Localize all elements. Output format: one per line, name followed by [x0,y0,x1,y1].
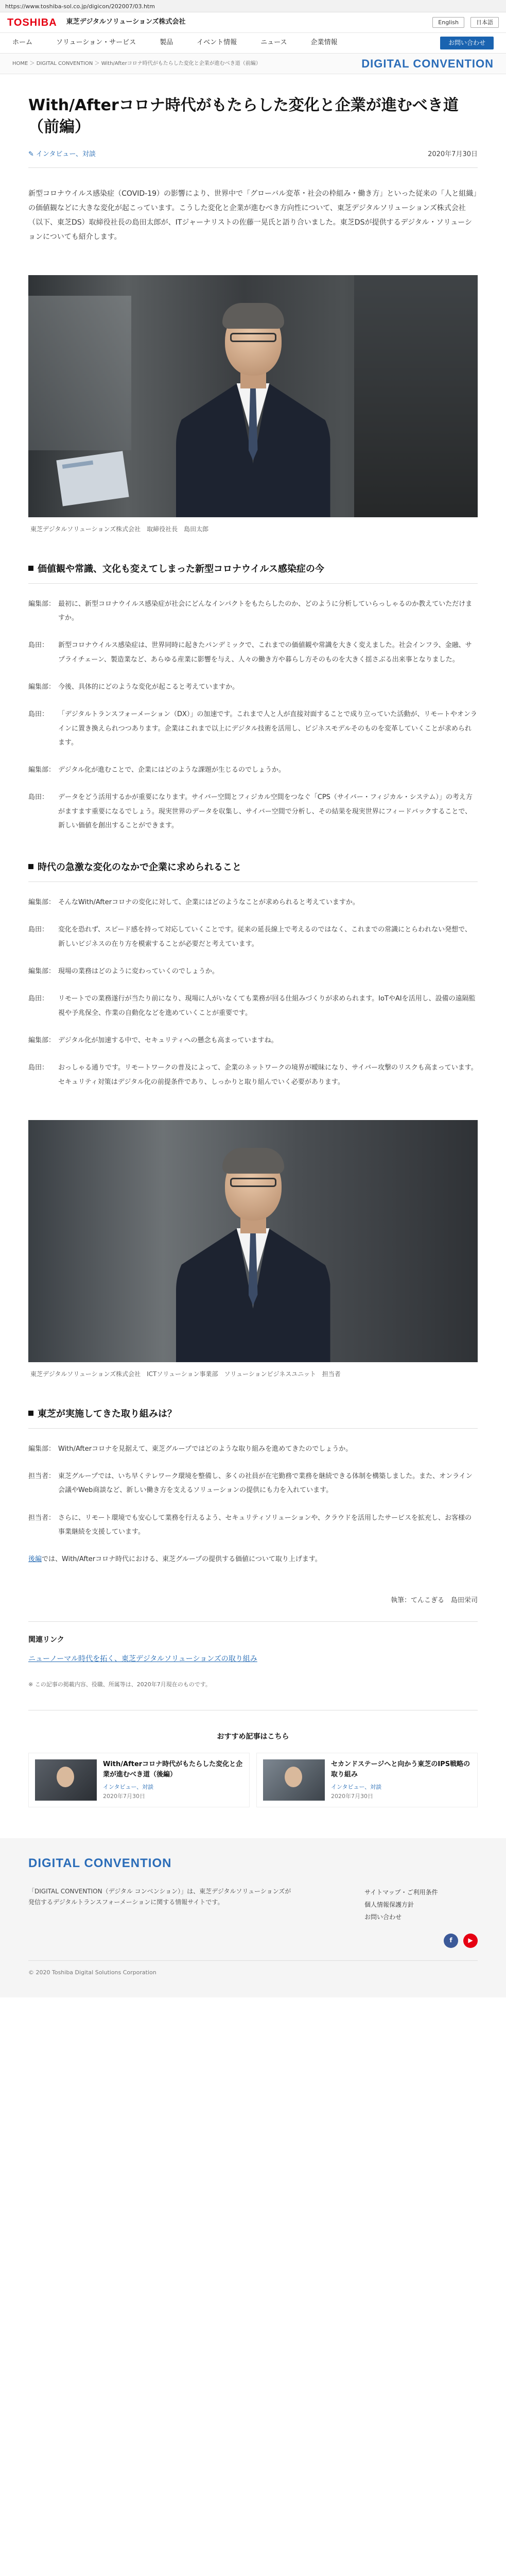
speaker-text: 新型コロナウイルス感染症は、世界同時に起きたパンデミックで、これまでの価値観や常識を大きく変えました。社会インフラ、金融、サプライチェーン、製造業など、あらゆる産業に影響を与え、人々の働き方や暮らし方そのものを大きく揺さぶる出来事となりました。 [58,641,472,664]
qa-row [28,923,478,951]
square-bullet-icon [28,864,33,869]
nav-products[interactable]: 製品 [160,39,173,47]
speaker-text: デジタル化が進むことで、企業にはどのような課題が生じるのでしょうか。 [58,766,285,774]
qa-row [28,1511,478,1539]
qa-block-2 [28,895,478,1089]
footer-description: 「DIGITAL CONVENTION（デジタル コンベンション）」は、東芝デジタルソリューションズが発信するデジタルトランスフォーメーションに関する情報サイトです。 [28,1887,291,1906]
qa-row [28,895,478,909]
site-footer [0,1838,506,1997]
footer-logo[interactable]: DIGITAL CONVENTION [28,1856,172,1871]
speaker-label: 編集部： [28,683,56,691]
speaker-label: 島田： [28,1064,49,1072]
interview-photo-1 [28,275,478,517]
recommended-card[interactable] [28,1753,250,1807]
footer-link-privacy[interactable]: 個人情報保護方針 [364,1901,414,1908]
recommended-card[interactable] [256,1753,478,1807]
youtube-icon[interactable]: ▶ [463,1934,478,1948]
speaker-text: With/Afterコロナを見据えて、東芝グループではどのような取り組みを進めてきたのでしょうか。 [58,1445,353,1453]
related-link[interactable]: ニューノーマル時代を拓く、東芝デジタルソリューションズの取り組み [28,1654,257,1663]
speaker-label: 編集部： [28,766,56,774]
section-heading-2: 時代の急激な変化のなかで企業に求められること [28,855,478,882]
square-bullet-icon [28,566,33,571]
section-heading-1: 価値観や常識、文化も変えてしまった新型コロナウイルス感染症の今 [28,557,478,584]
article-date: 2020年7月30日 [428,150,478,158]
speaker-text: そんなWith/Afterコロナの変化に対して、企業にはどのようなことが求められると考えていますか。 [58,899,359,907]
contact-button[interactable]: お問い合わせ [440,37,494,49]
speaker-label: 島田： [28,641,49,650]
qa-row [28,992,478,1020]
square-bullet-icon [28,1411,33,1416]
speaker-label: 編集部： [28,899,56,907]
speaker-label: 編集部： [28,600,56,608]
toshiba-logo[interactable]: TOSHIBA [7,16,57,28]
photo-caption-2: 東芝デジタルソリューションズ株式会社 ICTソリューション事業部 ソリューションビジネスユニット 担当者 [30,1370,341,1378]
next-article-text: では、With/Afterコロナ時代における、東芝グループの提供する価値について取り上げます。 [42,1555,322,1564]
nav-company[interactable]: 企業情報 [310,39,338,47]
lang-jp-button[interactable]: 日本語 [470,17,499,28]
nav-solutions[interactable]: ソリューション・サービス [56,39,136,47]
site-header [0,12,506,33]
recommended-tag: インタビュー、対談 [103,1784,154,1791]
speaker-label: 編集部： [28,968,56,976]
speaker-text: データをどう活用するかが重要になります。サイバー空間とフィジカル空間をつなぐ「CPS（サイバー・フィジカル・システム）」の考え方がますます重要になるでしょう。現実世界のデータを収集し、サイバー空間で分析し、その結果を現実世界にフィードバックすることで、新しい価値を創出することができます。 [58,793,473,830]
qa-row [28,1061,478,1089]
recommended-thumbnail [263,1759,325,1801]
qa-row [28,1033,478,1047]
article-meta [28,149,478,168]
recommended-heading: おすすめ記事はこちら [217,1732,289,1741]
interview-photo-2 [28,1120,478,1362]
nav-home[interactable]: ホーム [12,39,33,47]
speaker-label: 島田： [28,995,49,1003]
speaker-label: 島田： [28,710,49,719]
speaker-text: 現場の業務はどのように変わっていくのでしょうか。 [58,968,219,976]
related-links [28,1634,478,1665]
qa-row [28,597,478,625]
global-nav [0,33,506,54]
next-article-teaser [28,1552,478,1566]
nav-events[interactable]: イベント情報 [197,39,237,47]
qa-row [28,680,478,694]
url-bar[interactable]: https://www.toshiba-sol.co.jp/digicon/202007/03.htm [0,0,506,12]
author-signoff: 執筆：てんこぎる 島田栄司 [28,1596,478,1622]
speaker-label: 編集部： [28,1445,56,1453]
speaker-text: 変化を恐れず、スピード感を持って対応していくことです。従来の延長線上で考えるのではなく、これまでの常識にとらわれない発想で、新しいビジネスの在り方を模索することが必要だと考えています。 [58,926,472,948]
speaker-text: さらに、リモート環境でも安心して業務を行えるよう、セキュリティソリューションや、クラウドを活用したサービスを拡充し、お客様の事業継続を支援しています。 [58,1514,472,1536]
speaker-text: おっしゃる通りです。リモートワークの普及によって、企業のネットワークの境界が曖昧になり、サイバー攻撃のリスクも高まっています。セキュリティ対策はデジタル化の前提条件であり、しっかりと取り組んでいく必要があります。 [58,1064,478,1086]
breadcrumb-bar [0,54,506,74]
qa-row [28,763,478,777]
recommended-date: 2020年7月30日 [331,1792,373,1800]
speaker-label: 島田： [28,793,49,802]
speaker-text: リモートでの業務遂行が当たり前になり、現場に人がいなくても業務が回る仕組みづくりが求められます。IoTやAIを活用し、設備の遠隔監視や予兆保全、作業の自動化などを進めていくことが重要です。 [58,995,476,1017]
speaker-label: 島田： [28,926,49,934]
lang-en-button[interactable]: English [432,17,464,28]
footer-link-sitemap[interactable]: サイトマップ・ご利用条件 [364,1888,438,1896]
article-content [0,74,506,1807]
speaker-text: デジタル化が加速する中で、セキュリティへの懸念も高まっていますね。 [58,1036,278,1044]
speaker-label: 担当者： [28,1514,56,1522]
qa-row [28,790,478,833]
qa-row [28,707,478,750]
qa-block-1 [28,597,478,833]
qa-row [28,1442,478,1456]
category-tag[interactable]: ✎ インタビュー、対談 [28,150,96,158]
recommended-title: セカンドステージへと向かう東芝のIPS戦略の取り組み [331,1760,470,1778]
facebook-icon[interactable]: f [444,1934,458,1948]
qa-block-3 [28,1442,478,1539]
recommended-articles [28,1731,478,1808]
section-heading-3: 東芝が実施してきた取り組みは？ [28,1402,478,1429]
next-article-link[interactable]: 後編 [28,1555,42,1564]
qa-row [28,638,478,667]
qa-row [28,1469,478,1498]
breadcrumb[interactable]: HOME ＞ DIGITAL CONVENTION ＞ With/Afterコロナ時代がもたらした変化と企業が進むべき道（前編） [12,60,261,66]
related-heading: 関連リンク [28,1636,64,1645]
article-lead: 新型コロナウイルス感染症（COVID-19）の影響により、世界中で「グローバル変革・社会の枠組み・働き方」といった従来の「人と組織」の価値観などに大きな変化が起こっています。こうした変化と企業が進むべき方向性について、東芝デジタルソリューションズ株式会社（以下、東芝DS）取締役社長の島田太郎が、ITジャーナリストの佐藤一晃氏と語り合いました。東芝DSが提供するデジタル・ソリューションについても紹介します。 [28,189,477,241]
speaker-text: 今後、具体的にどのような変化が起こると考えていますか。 [58,683,239,691]
article-note: ※ この記事の掲載内容、役職、所属等は、2020年7月現在のものです。 [28,1680,478,1710]
photo-caption-1: 東芝デジタルソリューションズ株式会社 取締役社長 島田太郎 [30,525,209,533]
speaker-text: 東芝グループでは、いち早くテレワーク環境を整備し、多くの社員が在宅勤務で業務を継続できる体制を構築しました。また、オンライン会議やWeb商談など、新しい働き方を支えるソリューションの提供にも力を入れています。 [58,1472,473,1495]
footer-link-contact[interactable]: お問い合わせ [364,1913,402,1921]
recommended-tag: インタビュー、対談 [331,1784,382,1791]
nav-news[interactable]: ニュース [260,39,287,47]
footer-links [364,1886,478,1923]
corp-name: 東芝デジタルソリューションズ株式会社 [66,18,186,26]
digital-convention-logo[interactable]: DIGITAL CONVENTION [361,57,494,70]
speaker-text: 最初に、新型コロナウイルス感染症が社会にどんなインパクトをもたらしたのか、どのように分析していらっしゃるのか教えていただけますか。 [58,600,473,622]
recommended-date: 2020年7月30日 [103,1792,145,1800]
speaker-label: 担当者： [28,1472,56,1481]
pen-icon: ✎ [28,150,34,158]
speaker-text: 「デジタルトランスフォーメーション（DX）」の加速です。これまで人と人が直接対面することで成り立っていた活動が、リモートやオンラインに置き換えられつつあります。企業はこれまで以上にデジタル技術を活用し、ビジネスモデルそのものを変革していくことが求められます。 [58,710,477,747]
recommended-thumbnail [35,1759,97,1801]
speaker-label: 編集部： [28,1036,56,1044]
article-title: With/Afterコロナ時代がもたらした変化と企業が進むべき道（前編） [28,96,459,136]
recommended-title: With/Afterコロナ時代がもたらした変化と企業が進むべき道（後編） [103,1760,243,1778]
qa-row [28,964,478,978]
copyright: © 2020 Toshiba Digital Solutions Corporation [28,1960,478,1977]
